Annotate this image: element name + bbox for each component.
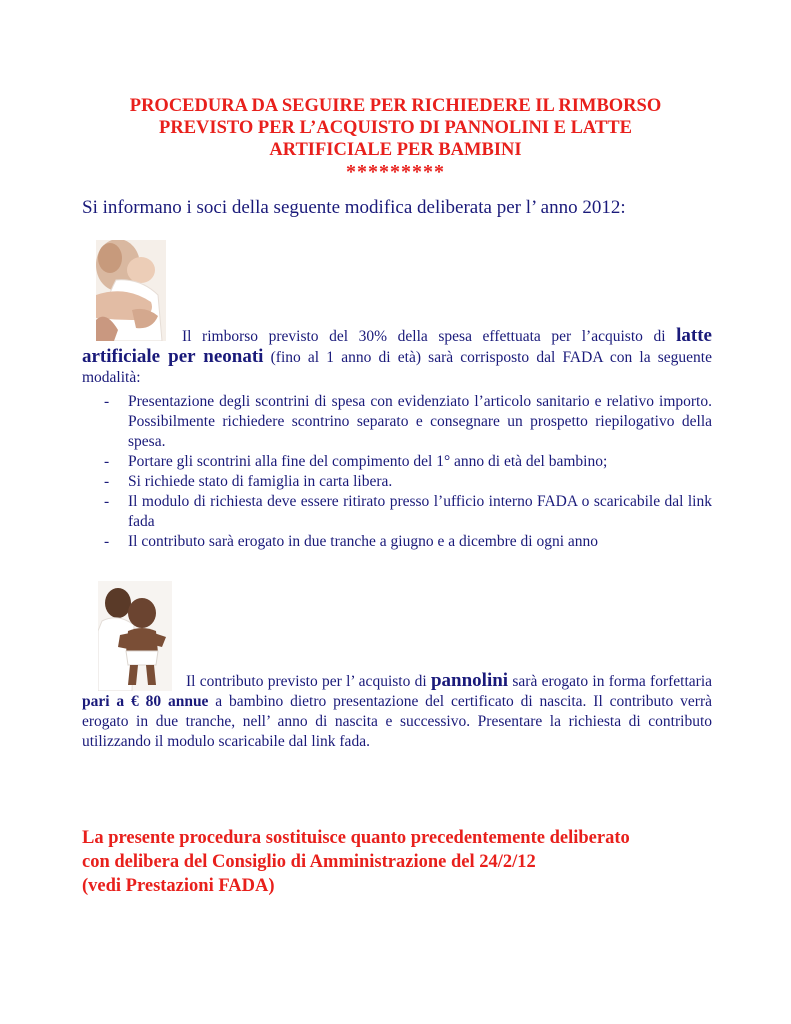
list-item: - Il modulo di richiesta deve essere ritirato presso l’ufficio interno FADA o scaricabile dal link fada — [104, 493, 712, 530]
intro-text: Si informano i soci della seguente modifica deliberata per l’ anno 2012: — [82, 197, 626, 218]
milk-text-part2: (fino al 1 anno di età) sarà corrisposto dal FADA con la seguente modalità: — [82, 349, 712, 386]
diaper-text-part2: sarà erogato in forma forfettaria — [508, 673, 713, 690]
title-stars: ********* — [346, 161, 445, 183]
list-item: - Il contributo sarà erogato in due tranche a giugno e a dicembre di ogni anno — [104, 533, 599, 550]
title-line-2: PREVISTO PER L’ACQUISTO DI PANNOLINI E LATTE — [159, 118, 632, 138]
milk-paragraph — [82, 326, 712, 388]
diaper-highlight: pannolini — [430, 670, 509, 691]
footer-line-2: con delibera del Consiglio di Amministrazione del 24/2/12 — [82, 852, 536, 872]
milk-highlight: latte artificiale per neonati — [82, 325, 712, 367]
document-title — [60, 95, 731, 183]
title-line-3: ARTIFICIALE PER BAMBINI — [269, 140, 522, 160]
diaper-text-part1: Il contributo previsto per l’ acquisto di — [186, 673, 431, 690]
diaper-paragraph — [82, 671, 712, 752]
diaper-text-part3: a bambino dietro presentazione del certificato di nascita. Il contributo verrà erogato in due tranche, nell’ anno di nascita e successivo. Presentare la richiesta di contributo utilizzando il modulo scaricabile dal link fada. — [82, 693, 712, 750]
title-line-1: PROCEDURA DA SEGUIRE PER RICHIEDERE IL RIMBORSO — [129, 96, 662, 116]
milk-text-part1: Il rimborso previsto del 30% della spesa effettuata per l’acquisto di — [182, 328, 666, 345]
list-item: - Si richiede stato di famiglia in carta libera. — [104, 473, 393, 490]
footer-line-1: La presente procedura sostituisce quanto precedentemente deliberato — [82, 828, 630, 848]
footer-line-3: (vedi Prestazioni FADA) — [82, 876, 275, 896]
footer-notice — [82, 826, 712, 898]
list-item: - Presentazione degli scontrini di spesa con evidenziato l’articolo sanitario e relativo importo. Possibilmente richiedere scontrino separato e consegnare un prospetto riepilogativo della spesa. — [104, 393, 712, 450]
diaper-amount: pari a € 80 annue — [82, 693, 209, 710]
milk-requirements-list — [100, 392, 712, 552]
list-item: - Portare gli scontrini alla fine del compimento del 1° anno di età del bambino; — [104, 453, 608, 470]
